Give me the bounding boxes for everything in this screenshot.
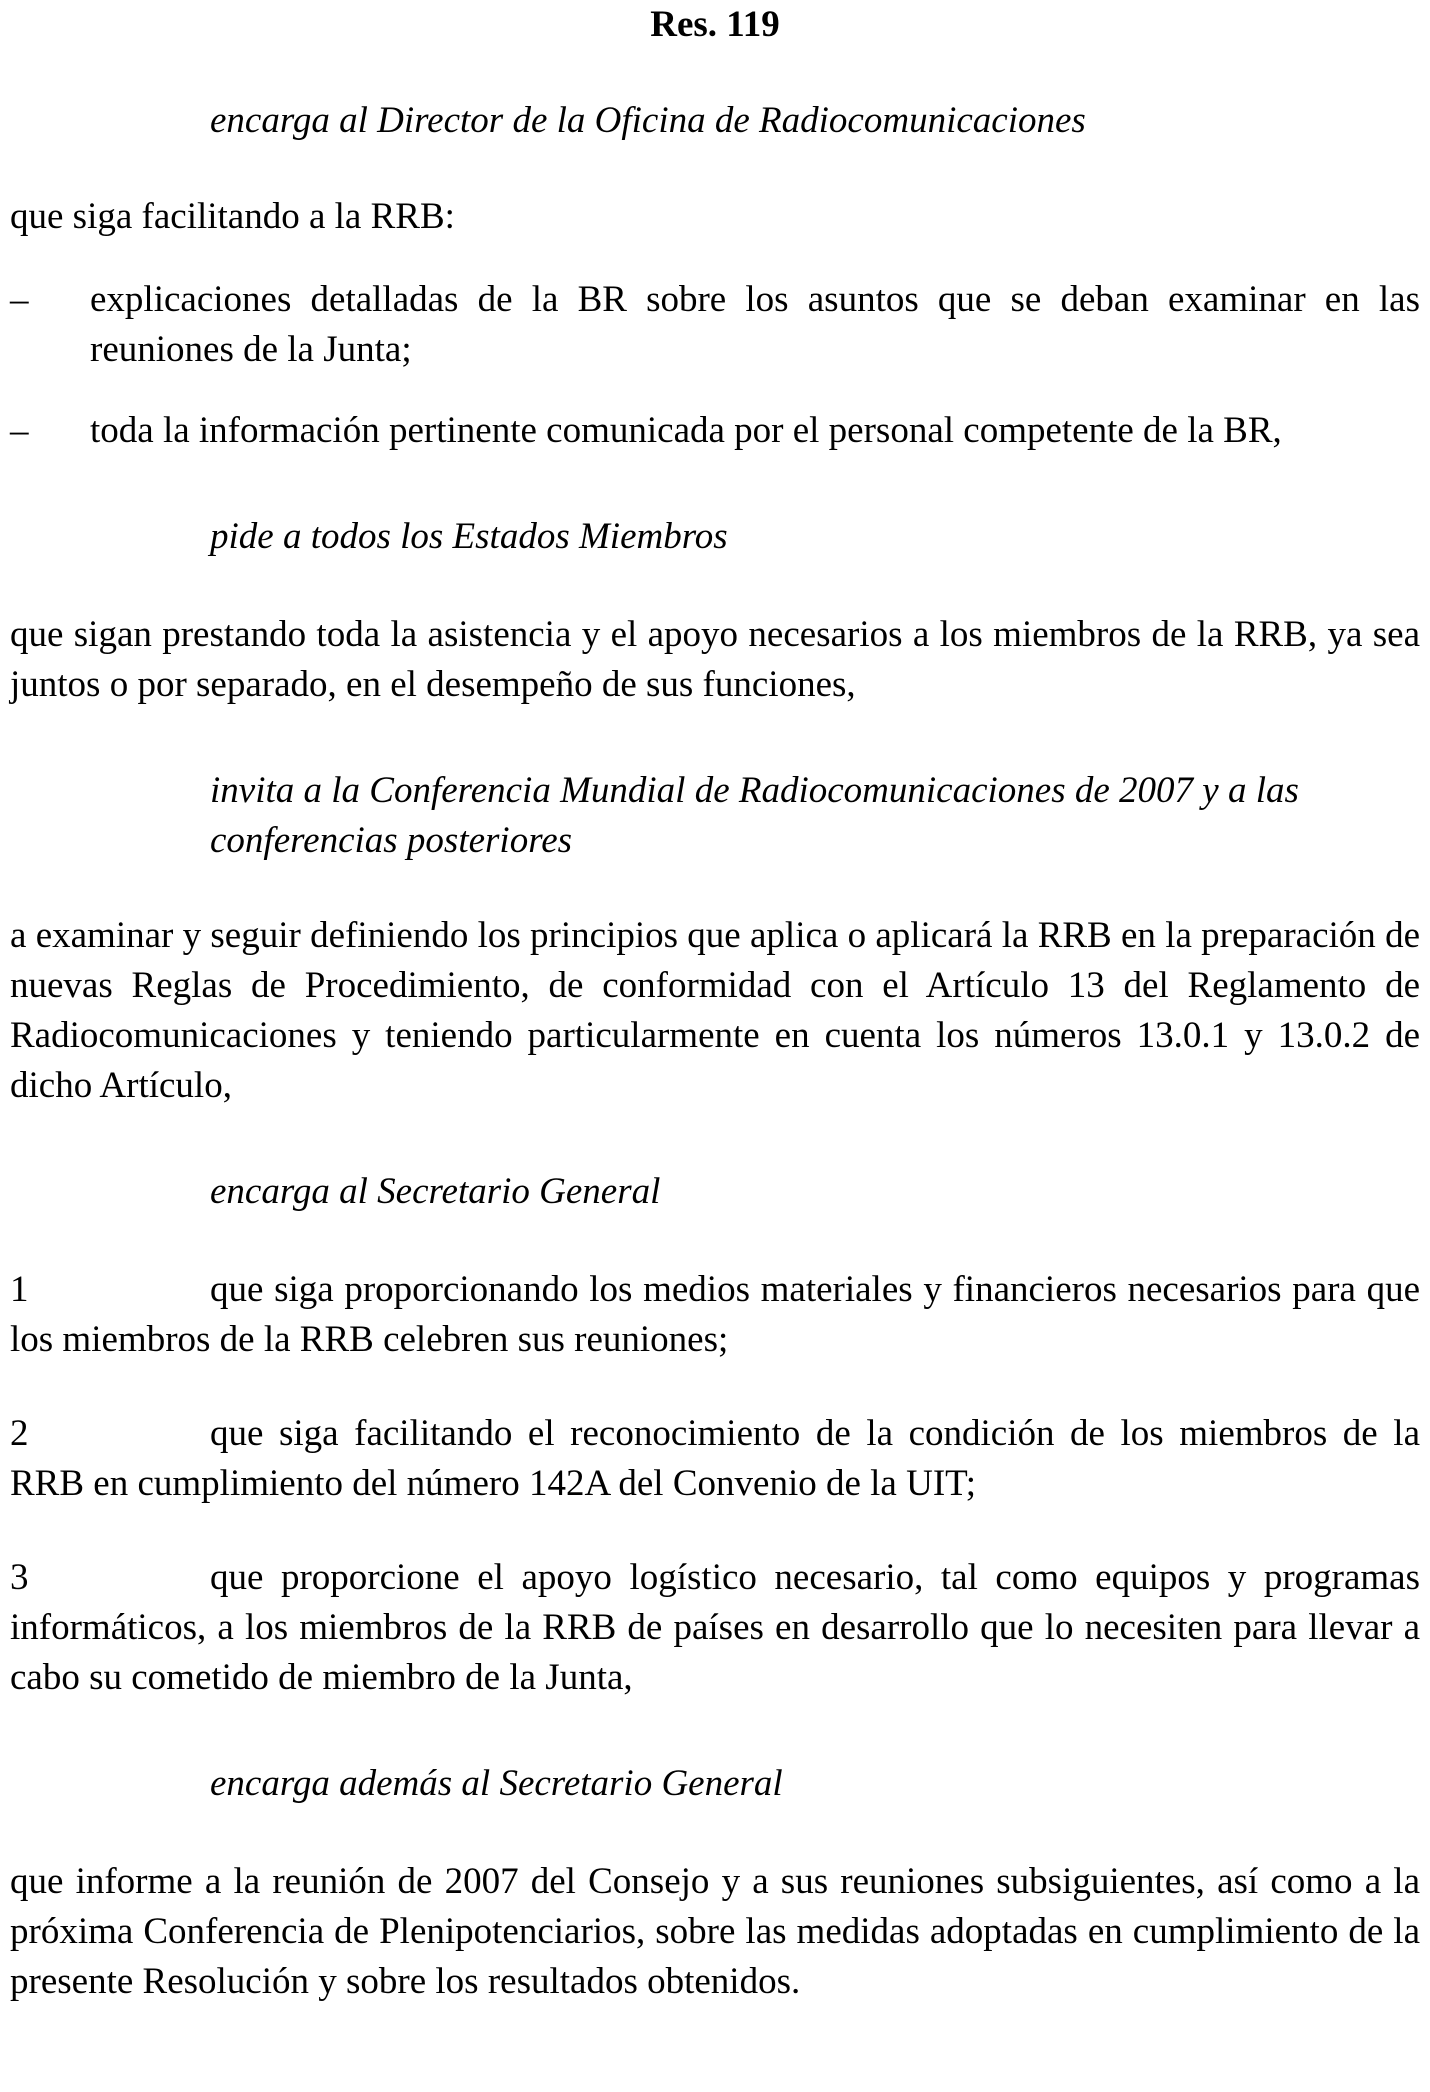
bullet-item (10, 406, 1420, 456)
bullet-text: toda la información pertinente comunicada por el personal competente de la BR, (90, 410, 1282, 451)
paragraph-conference: a examinar y seguir definiendo los principios que aplica o aplicará la RRB en la preparación de nuevas Reglas de Procedimiento, de conformidad con el Artículo 13 del Reglamento de Radiocomunicaciones y teniendo particularmente en cuenta los números 13.0.1 y 13.0.2 de dicho Artículo, (10, 915, 1420, 1106)
section-heading-director: encarga al Director de la Oficina de Radiocomunicaciones (210, 100, 1086, 141)
item-text: que siga facilitando el reconocimiento de la condición de los miembros de la RRB en cumplimiento del número 142A del Convenio de la UIT; (10, 1413, 1420, 1504)
section-heading-secretary-general-further: encarga además al Secretario General (210, 1763, 783, 1804)
bullet-item (10, 275, 1420, 375)
item-number: 1 (10, 1269, 29, 1310)
paragraph-report: que informe a la reunión de 2007 del Consejo y a sus reuniones subsiguientes, así como a la próxima Conferencia de Plenipotenciarios, sobre las medidas adoptadas en cumplimiento de la presente Resolución y sobre los resultados obtenidos. (10, 1861, 1420, 2002)
numbered-item (10, 1265, 1420, 1365)
bullet-dash: – (10, 279, 29, 320)
page-header: Res. 119 (650, 4, 780, 45)
item-number: 3 (10, 1557, 29, 1598)
item-number: 2 (10, 1413, 29, 1454)
numbered-item (10, 1409, 1420, 1509)
item-text: que proporcione el apoyo logístico necesario, tal como equipos y programas informáticos, a los miembros de la RRB de países en desarrollo que lo necesiten para llevar a cabo su cometido de miembro de la Junta, (10, 1557, 1420, 1698)
numbered-item (10, 1553, 1420, 1703)
section-heading-member-states: pide a todos los Estados Miembros (210, 516, 728, 557)
section-heading-secretary-general: encarga al Secretario General (210, 1171, 661, 1212)
section-heading-conference: invita a la Conferencia Mundial de Radiocomunicaciones de 2007 y a las conferencias posteriores (210, 770, 1299, 861)
paragraph-member-states: que sigan prestando toda la asistencia y el apoyo necesarios a los miembros de la RRB, ya sea juntos o por separado, en el desempeño de sus funciones, (10, 614, 1420, 705)
item-text: que siga proporcionando los medios materiales y financieros necesarios para que los miembros de la RRB celebren sus reuniones; (10, 1269, 1420, 1360)
paragraph-rrb-intro: que siga facilitando a la RRB: (10, 196, 455, 237)
bullet-text: explicaciones detalladas de la BR sobre los asuntos que se deban examinar en las reuniones de la Junta; (90, 279, 1420, 370)
bullet-dash: – (10, 410, 29, 451)
document-page (10, 0, 1420, 2007)
